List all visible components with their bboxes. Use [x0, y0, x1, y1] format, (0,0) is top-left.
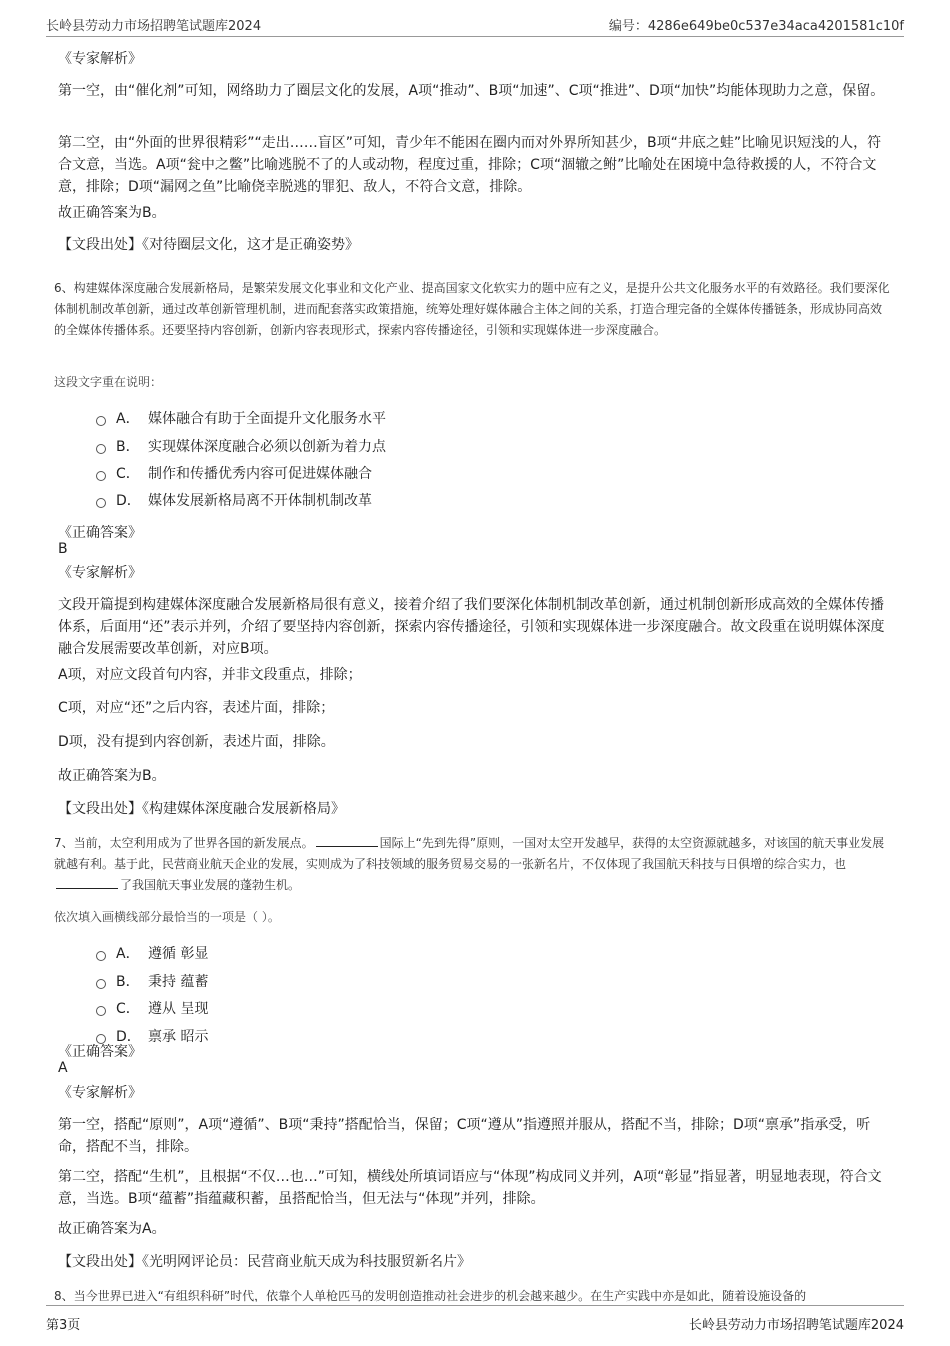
- page-header: [46, 0, 904, 37]
- q7-question-text: [54, 833, 892, 896]
- radio-icon[interactable]: [96, 416, 106, 426]
- radio-icon[interactable]: [96, 1006, 106, 1016]
- q6-analysis-para-2: A项，对应文段首句内容，并非文段重点，排除；: [58, 667, 362, 683]
- q6-option-a[interactable]: [96, 408, 386, 428]
- q5-source: 【文段出处】《对待圈层文化，这才是正确姿势》: [58, 237, 359, 253]
- option-text: 实现媒体深度融合必须以创新为着力点: [148, 439, 386, 455]
- q7-source: 【文段出处】《光明网评论员：民营商业航天成为科技服贸新名片》: [58, 1254, 471, 1270]
- q6-option-c[interactable]: [96, 463, 372, 483]
- q7-option-c[interactable]: [96, 998, 208, 1018]
- q8-question-text: 8、当今世界已进入“有组织科研”时代，依靠个人单枪匹马的发明创造推动社会进步的机会越来越少。在生产实践中亦是如此，随着设施设备的: [54, 1289, 807, 1302]
- q6-option-d[interactable]: [96, 490, 372, 510]
- option-text: 禀承 昭示: [148, 1029, 209, 1045]
- option-text: 秉持 蕴蓄: [148, 974, 209, 990]
- option-key: A．: [116, 411, 140, 427]
- q6-answer-label: 《正确答案》: [58, 525, 142, 541]
- option-key: D．: [116, 1029, 141, 1045]
- fill-blank-1: [316, 834, 378, 847]
- q6-analysis-para-4: D项，没有提到内容创新，表述片面，排除。: [58, 734, 335, 750]
- header-title: 长岭县劳动力市场招聘笔试题库2024: [46, 19, 262, 34]
- q6-answer: B: [58, 541, 68, 557]
- q6-question-stem: 这段文字重在说明：: [54, 375, 163, 389]
- footer-page-number: 第3页: [46, 1318, 81, 1333]
- option-text: 遵循 彰显: [148, 946, 209, 962]
- option-text: 媒体融合有助于全面提升文化服务水平: [148, 411, 386, 427]
- q7-answer: A: [58, 1060, 68, 1076]
- q7-option-a[interactable]: [96, 943, 208, 963]
- option-key: D．: [116, 493, 141, 509]
- option-key: A．: [116, 946, 140, 962]
- fill-blank-2: [56, 876, 118, 889]
- q7-analysis-para-1: 第一空，搭配“原则”，A项“遵循”、B项“秉持”搭配恰当，保留；C项“遵从”指遵照并服从，搭配不当，排除；D项“禀承”指承受，听命，搭配不当，排除。: [58, 1117, 871, 1155]
- option-key: B．: [116, 974, 140, 990]
- q6-option-b[interactable]: [96, 436, 386, 456]
- q7-conclusion: 故正确答案为A。: [58, 1221, 166, 1237]
- q5-expert-label: 《专家解析》: [58, 51, 142, 67]
- q6-analysis-para-1: 文段开篇提到构建媒体深度融合发展新格局很有意义，接着介绍了我们要深化体制机制改革创新，通过机制创新形成高效的全媒体传播体系，后面用“还”表示并列，介绍了要坚持内容创新，探索内容传播途径，引领和实现媒体进一步深度融合。故文段重在说明媒体深度融合发展需要改革创新，对应B项。: [58, 597, 885, 657]
- option-key: C．: [116, 1001, 140, 1017]
- q6-conclusion: 故正确答案为B。: [58, 768, 166, 784]
- q7-text-part-1: 7、当前，太空利用成为了世界各国的新发展点。: [54, 836, 314, 850]
- page-footer: [46, 1305, 904, 1346]
- q6-analysis-para-3: C项，对应“还”之后内容，表述片面，排除；: [58, 700, 335, 716]
- radio-icon[interactable]: [96, 951, 106, 961]
- q5-analysis-para-1: 第一空，由“催化剂”可知，网络助力了圈层文化的发展，A项“推动”、B项“加速”、C项“推进”、D项“加快”均能体现助力之意，保留。: [58, 83, 885, 99]
- q7-option-b[interactable]: [96, 971, 208, 991]
- q7-expert-label: 《专家解析》: [58, 1085, 142, 1101]
- option-key: C．: [116, 466, 140, 482]
- radio-icon[interactable]: [96, 979, 106, 989]
- q7-analysis-para-2: 第二空，搭配“生机”，且根据“不仅…也…”可知，横线处所填词语应与“体现”构成同义并列，A项“彰显”指显著，明显地表现，符合文意，当选。B项“蕴蓄”指蕴藏积蓄，虽搭配恰当，但无法与“体现”并列，排除。: [58, 1169, 882, 1207]
- option-text: 媒体发展新格局离不开体制机制改革: [148, 493, 372, 509]
- q5-conclusion: 故正确答案为B。: [58, 205, 166, 221]
- radio-icon[interactable]: [96, 498, 106, 508]
- radio-icon[interactable]: [96, 471, 106, 481]
- option-key: B．: [116, 439, 140, 455]
- q6-question-text: 6、构建媒体深度融合发展新格局，是繁荣发展文化事业和文化产业、提高国家文化软实力的题中应有之义，是提升公共文化服务水平的有效路径。我们要深化体制机制改革创新，通过改革创新管理机制，进而配套落实政策措施，统筹处理好媒体融合主体之间的关系，打造合理完备的全媒体传播链条，形成协同高效的全媒体传播体系。还要坚持内容创新，创新内容表现形式，探索内容传播途径，引领和实现媒体进一步深度融合。: [54, 281, 890, 337]
- q7-answer-label: 《正确答案》: [58, 1044, 142, 1060]
- header-doc-code: 编号：4286e649be0c537e34aca4201581c10f: [608, 19, 904, 34]
- footer-title: 长岭县劳动力市场招聘笔试题库2024: [688, 1318, 904, 1333]
- q7-question-stem: 依次填入画横线部分最恰当的一项是（ ）。: [54, 910, 280, 924]
- q6-source: 【文段出处】《构建媒体深度融合发展新格局》: [58, 801, 345, 817]
- option-text: 遵从 呈现: [148, 1001, 209, 1017]
- q7-text-part-2: 国际上“先到先得”原则，一国对太空开发越早，获得的太空资源就越多，对该国的航天事业发展就越有利。基于此，民营商业航天企业的发展，实则成为了科技领域的服务贸易交易的一张新名片，不仅体现了我国航天科技与日俱增的综合实力，也: [54, 836, 885, 871]
- q7-text-part-3: 了我国航天事业发展的蓬勃生机。: [120, 878, 301, 892]
- q6-expert-label: 《专家解析》: [58, 565, 142, 581]
- q5-analysis-para-2: 第二空，由“外面的世界很精彩”“走出……盲区”可知，青少年不能困在圈内而对外界所知甚少，B项“井底之蛙”比喻见识短浅的人，符合文意，当选。A项“瓮中之鳖”比喻逃脱不了的人或动物，程度过重，排除；C项“涸辙之鲋”比喻处在困境中急待救援的人，不符合文意，排除；D项“漏网之鱼”比喻侥幸脱逃的罪犯、敌人，不符合文意，排除。: [58, 135, 882, 195]
- option-text: 制作和传播优秀内容可促进媒体融合: [148, 466, 372, 482]
- page-content: [46, 36, 904, 1302]
- radio-icon[interactable]: [96, 444, 106, 454]
